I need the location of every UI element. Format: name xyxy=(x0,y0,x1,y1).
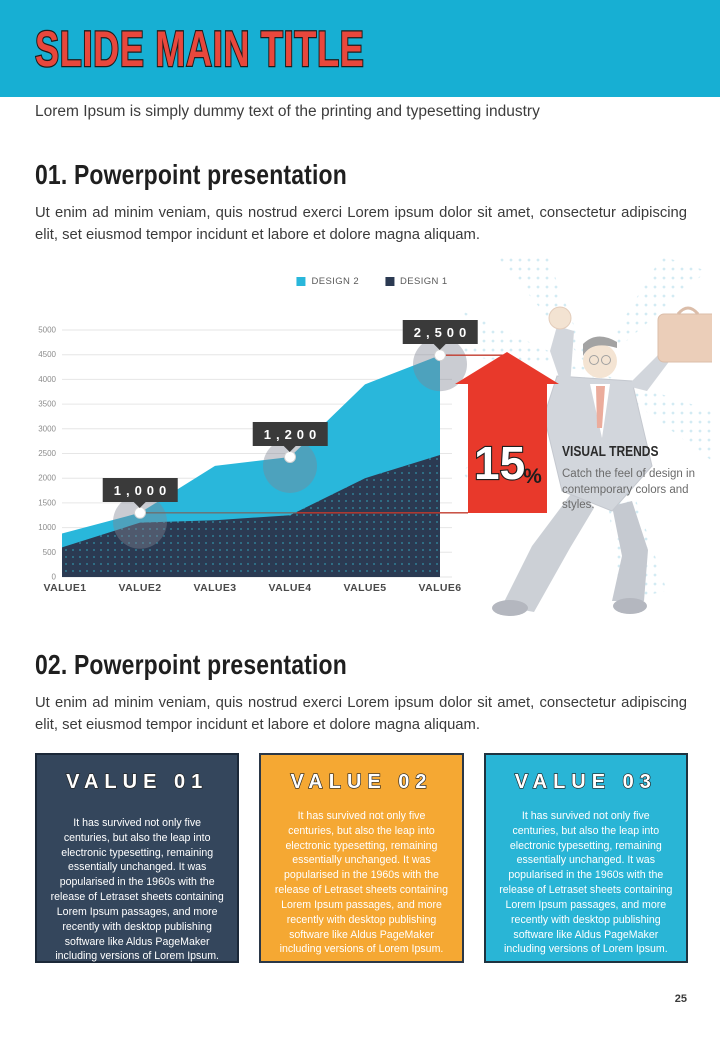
svg-text:4500: 4500 xyxy=(38,350,56,360)
x-axis-label: VALUE6 xyxy=(418,582,462,594)
value-cards xyxy=(35,753,688,963)
data-callout: 1,000 xyxy=(103,478,178,502)
value-card-1-body: It has survived not only five centuries, but also the leap into electronic typesetting, remaining essentially unchanged. It was popularised in the 1960s with the release of Letraset sheets containing Lorem Ipsum passages, and more recently with desktop publishing software like Aldus PageMaker including versions of Lorem Ipsum. xyxy=(50,817,224,963)
value-card-2-body: It has survived not only five centuries, but also the leap into electronic typesetting, remaining essentially unchanged. It was popularised in the 1960s with the release of Letraset sheets containing Lorem Ipsum passages, and more recently with desktop publishing software like Aldus PageMaker including versions of Lorem Ipsum. xyxy=(274,810,449,956)
area-chart xyxy=(0,260,720,610)
svg-text:1500: 1500 xyxy=(38,498,56,508)
value-card-1-title: VALUE 01 xyxy=(66,771,209,793)
chart-legend xyxy=(296,276,447,287)
percent-sign: % xyxy=(523,465,542,488)
visual-trends-text: Catch the feel of design in contemporary colors and styles. xyxy=(562,468,695,512)
legend-swatch xyxy=(296,277,305,286)
legend-item: DESIGN 1 xyxy=(385,276,448,287)
svg-text:4000: 4000 xyxy=(38,374,56,384)
svg-text:2000: 2000 xyxy=(38,473,56,483)
value-card-1 xyxy=(35,753,239,963)
section-2-heading: 02. Powerpoint presentation xyxy=(35,649,347,680)
page-title: SLIDE MAIN TITLE xyxy=(35,21,365,77)
data-callout: 1,200 xyxy=(253,422,328,446)
page-number: 25 xyxy=(674,993,687,1005)
section-1-body: Ut enim ad minim veniam, quis nostrud exerci Lorem ipsum dolor sit amet, consectetur adipiscing elit, set eiusmod tempor incidunt et labore et dolore magna aliquam. xyxy=(35,205,687,244)
x-axis-label: VALUE1 xyxy=(43,582,87,594)
data-callout: 2,500 xyxy=(403,320,478,344)
x-axis-label: VALUE5 xyxy=(343,582,387,594)
growth-percent-label xyxy=(474,436,544,490)
value-card-2 xyxy=(259,753,463,963)
svg-text:3500: 3500 xyxy=(38,399,56,409)
value-card-2-title: VALUE 02 xyxy=(290,771,433,793)
chart-canvas xyxy=(0,260,720,610)
svg-text:3000: 3000 xyxy=(38,424,56,434)
svg-text:5000: 5000 xyxy=(38,325,56,335)
x-axis-label: VALUE2 xyxy=(118,582,162,594)
svg-text:1000: 1000 xyxy=(38,523,56,533)
value-card-3-title: VALUE 03 xyxy=(514,771,657,793)
section-1-heading: 01. Powerpoint presentation xyxy=(35,159,347,190)
section-2-body: Ut enim ad minim veniam, quis nostrud exerci Lorem ipsum dolor sit amet, consectetur adipiscing elit, set eiusmod tempor incidunt et labore et dolore magna aliquam. xyxy=(35,695,687,734)
header-band xyxy=(0,0,720,97)
legend-item: DESIGN 2 xyxy=(296,276,359,287)
value-card-3 xyxy=(484,753,688,963)
value-card-3-body: It has survived not only five centuries, but also the leap into electronic typesetting, remaining essentially unchanged. It was popularised in the 1960s with the release of Letraset sheets containing Lorem Ipsum passages, and more recently with desktop publishing software like Aldus PageMaker including versions of Lorem Ipsum. xyxy=(499,810,673,956)
svg-text:2500: 2500 xyxy=(38,449,56,458)
growth-percent-value: 15 xyxy=(474,437,526,489)
legend-swatch xyxy=(385,277,394,286)
x-axis-label: VALUE4 xyxy=(268,582,312,594)
intro-subtitle: Lorem Ipsum is simply dummy text of the printing and typesetting industry xyxy=(35,103,540,120)
svg-text:0: 0 xyxy=(51,572,56,582)
svg-text:500: 500 xyxy=(42,547,56,557)
visual-trends-note xyxy=(562,443,698,514)
x-axis-label: VALUE3 xyxy=(193,582,237,594)
visual-trends-title: VISUAL TRENDS xyxy=(562,443,659,460)
